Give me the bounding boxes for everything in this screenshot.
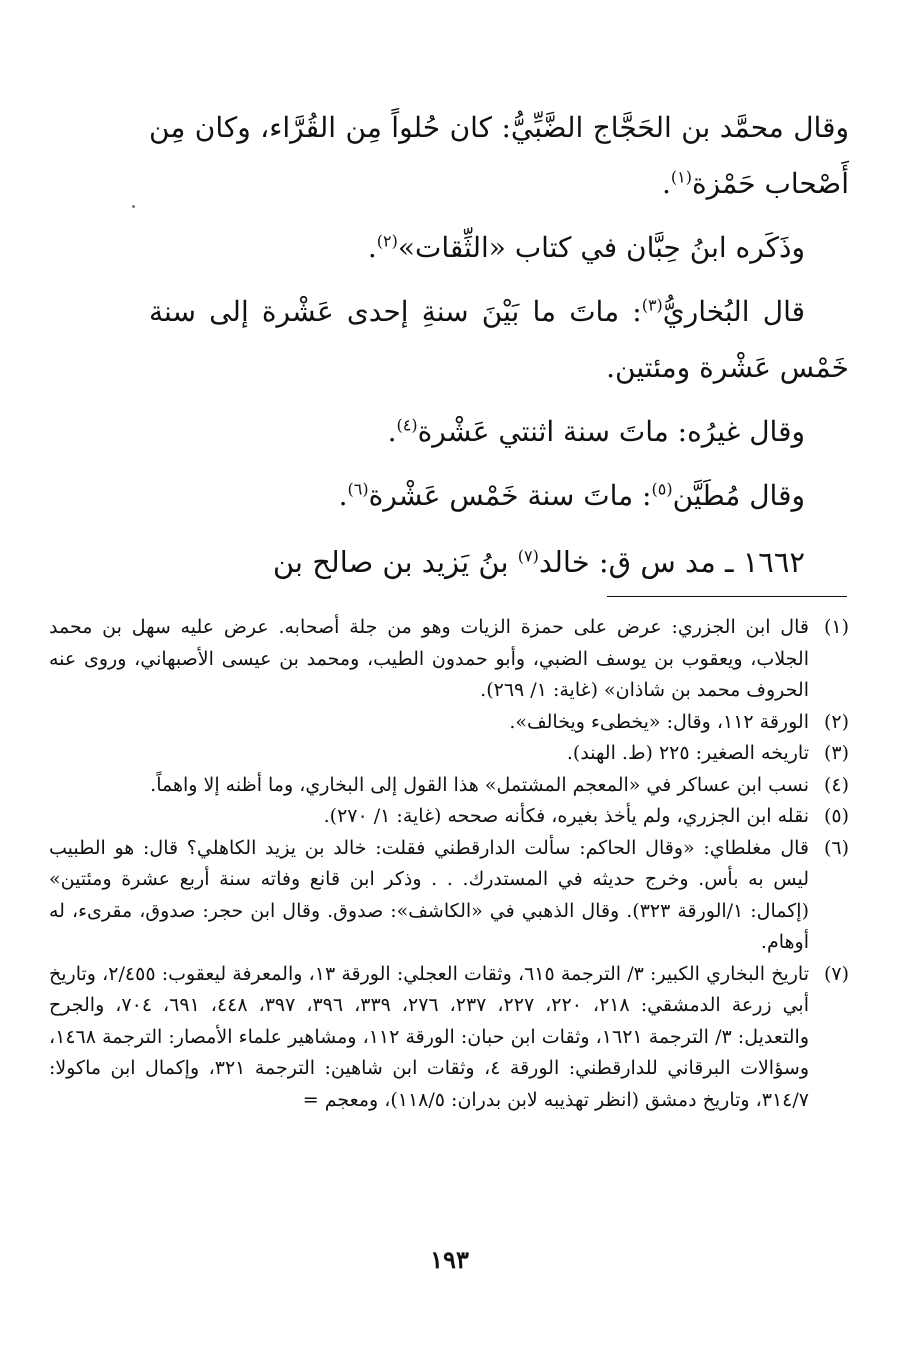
footnote-2	[49, 707, 849, 739]
footnote-number: (٢)	[823, 710, 849, 733]
footnote-7	[49, 959, 849, 1117]
paragraph-3	[149, 284, 849, 396]
paragraph-4-text: وقال غيرُه: ماتَ سنة اثنتي عَشْرة	[417, 415, 805, 448]
footnote-text: نقله ابن الجزري، ولم يأخذ بغيره، فكأنه صححه (غاية: ١/ ٢٧٠).	[323, 805, 809, 827]
paragraph-1	[149, 100, 849, 212]
footnote-ref-2: (٢)	[376, 231, 398, 251]
paragraph-1-end: .	[661, 167, 671, 200]
footnote-ref-7: (٧)	[517, 546, 539, 566]
footnote-6	[49, 833, 849, 959]
footnote-ref-6: (٦)	[347, 479, 369, 499]
main-text	[149, 100, 849, 592]
paragraph-5-text-a: وقال مُطَيَّن	[672, 479, 805, 512]
paragraph-5-text-b: : ماتَ سنة خَمْس عَشْرة	[368, 479, 652, 512]
paragraph-5-end: .	[338, 479, 348, 512]
footnote-text: نسب ابن عساكر في «المعجم المشتمل» هذا القول إلى البخاري، وما أظنه إلا واهماً.	[150, 773, 809, 796]
paragraph-4	[149, 404, 849, 460]
paragraph-3-text-b: : ماتَ ما بَيْنَ سنةِ إحدى عَشْرة إلى سنة خَمْس عَشْرة ومئتين.	[149, 295, 849, 384]
footnote-ref-1: (١)	[670, 167, 692, 187]
paragraph-3-text-a: قال البُخاريُّ	[662, 295, 806, 328]
entry-heading-text-a: ١٦٦٢ ـ مد س ق: خالد	[538, 545, 805, 579]
footnote-number: (٣)	[823, 742, 849, 764]
footnote-number: (٤)	[823, 773, 849, 796]
footnote-5	[49, 801, 849, 833]
paragraph-4-end: .	[387, 415, 397, 448]
paragraph-2-text: وذَكَره ابنُ حِبَّان في كتاب «الثِّقات»	[397, 231, 805, 264]
footnote-text: تاريخه الصغير: ٢٢٥ (ط. الهند).	[566, 742, 809, 764]
footnote-3	[49, 738, 849, 770]
footnote-text: قال مغلطاي: «وقال الحاكم: سألت الدارقطني فقلت: خالد بن يزيد الكاهلي؟ قال: هو الطبيب ليس به بأس. وخرج حديثه في المستدرك. . . وذكر ابن قانع وفاته سنة أربع عشرة ومئتين» (إكمال: ١/الورقة ٣٢٣). وقال الذهبي في «الكاشف»: صدوق. وقال ابن حجر: صدوق، مقرىء، له أوهام.	[49, 836, 809, 953]
footnote-ref-4: (٤)	[396, 415, 418, 435]
footnote-number: (٧)	[823, 962, 849, 985]
footnote-text: تاريخ البخاري الكبير: ٣/ الترجمة ٦١٥، وثقات العجلي: الورقة ١٣، والمعرفة ليعقوب: ٢/٤٥٥، وتاريخ أبي زرعة الدمشقي: ٢١٨، ٢٢٠، ٢٢٧، ٢٣٧، ٢٧٦، ٣٣٩، ٣٩٦، ٣٩٧، ٤٤٨، ٦٩١، ٧٠٤، والجرح والتعديل: ٣/ الترجمة ١٦٢١، وثقات ابن حبان: الورقة ١١٢، ومشاهير علماء الأمصار: الترجمة ١٤٦٨، وسؤالات البرقاني للدارقطني: الورقة ٤، وثقات ابن شاهين: الترجمة ٣٢١، وإكمال ابن ماكولا: ٣١٤/٧، وتاريخ دمشق (انظر تهذيبه لابن بدران: ١١٨/٥)، ومعجم =	[49, 962, 810, 1111]
footnote-text: الورقة ١١٢، وقال: «يخطىء ويخالف».	[509, 710, 809, 733]
footnotes	[49, 612, 849, 1116]
footnote-ref-3: (٣)	[641, 295, 663, 315]
footnote-number: (٦)	[823, 836, 849, 859]
scan-speck	[132, 205, 135, 208]
footnote-text: قال ابن الجزري: عرض على حمزة الزيات وهو من جلة أصحابه. عرض عليه سهل بن محمد الجلاب، ويعقوب بن يوسف الضبي، وأبو حمدون الطيب، ومحمد بن عيسى الأصبهاني، وروى عنه الحروف محمد بن شاذان» (غاية: ١/ ٢٦٩).	[49, 616, 809, 701]
footnote-divider	[607, 596, 847, 597]
footnote-1	[49, 612, 849, 707]
paragraph-2-end: .	[367, 231, 377, 264]
footnote-4	[49, 770, 849, 802]
paragraph-5	[149, 468, 849, 524]
paragraph-2	[149, 220, 849, 276]
footnote-ref-5: (٥)	[651, 479, 673, 499]
entry-heading-text-b: بنُ يَزيد بن صالح بن	[272, 545, 518, 579]
entry-heading	[149, 532, 849, 592]
paragraph-1-text: وقال محمَّد بن الحَجَّاج الضَّبِّيُّ: كان حُلواً مِن القُرَّاء، وكان مِن أَصْحاب حَمْزة	[149, 111, 849, 200]
footnote-number: (١)	[823, 616, 849, 638]
page-number: ١٩٣	[430, 1245, 469, 1274]
footnote-number: (٥)	[823, 805, 849, 827]
